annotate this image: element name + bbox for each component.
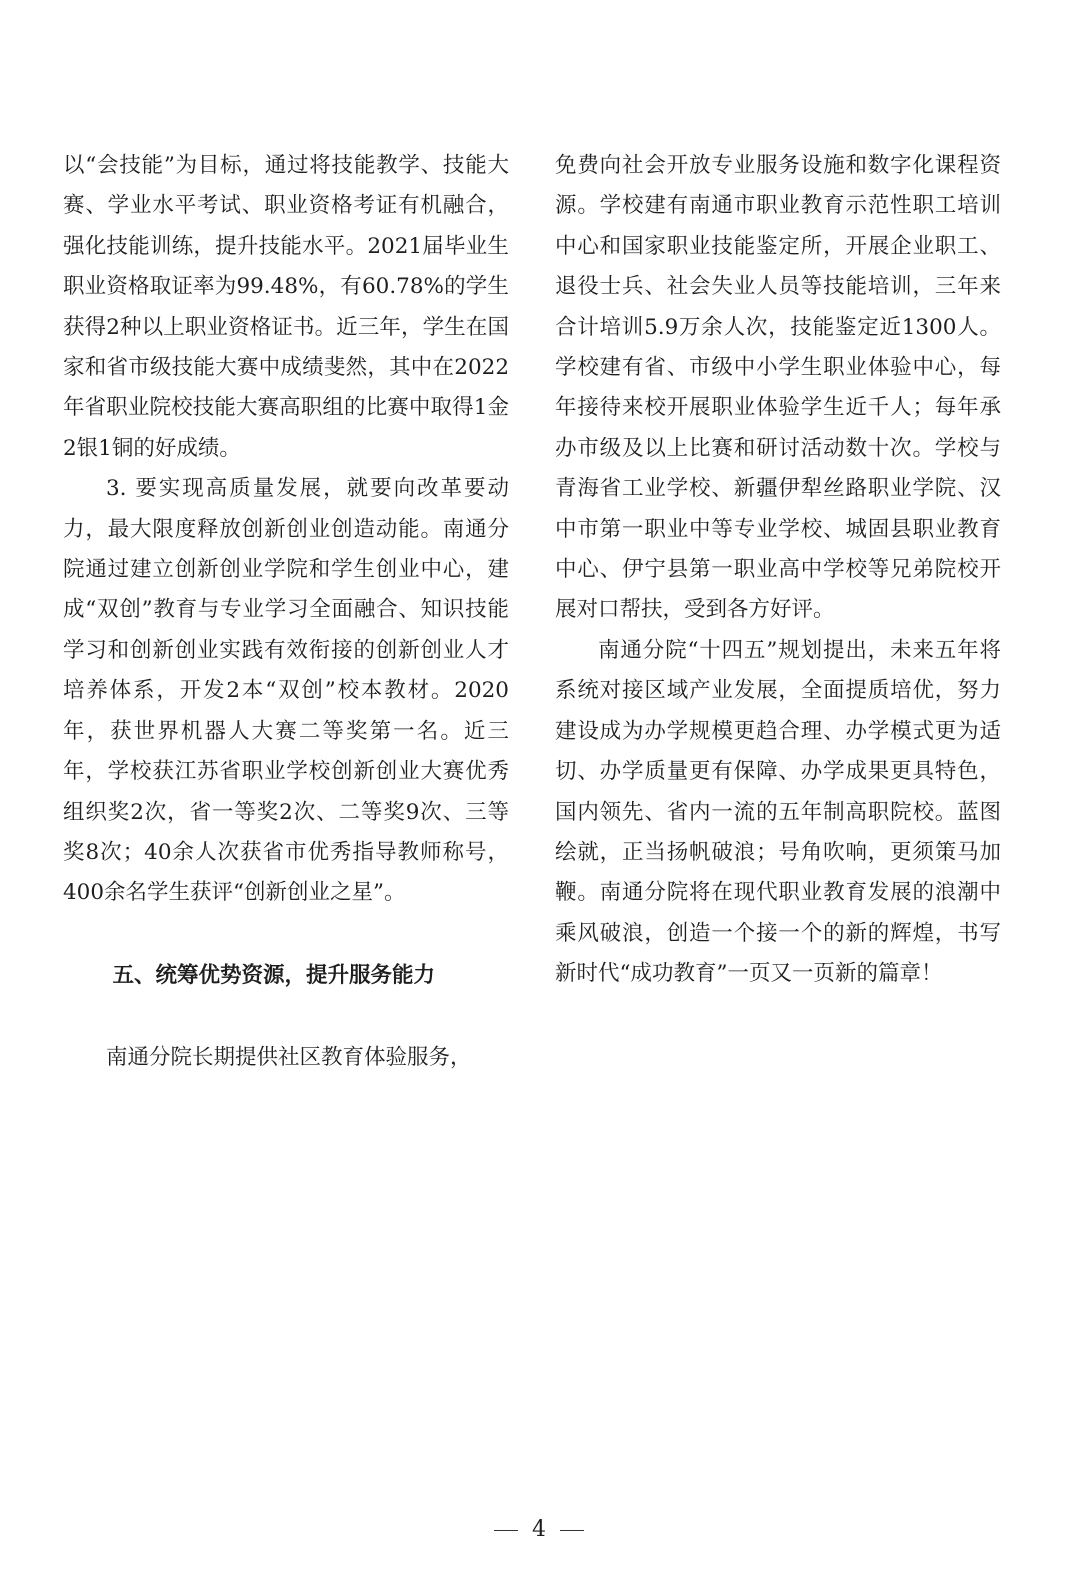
spacer (63, 996, 509, 1038)
paragraph-innovation-entrepreneurship: 3. 要实现高质量发展，就要向改革要动力，最大限度释放创新创业创造动能。南通分院通过建立创新创业学院和学生创业中心，建成“双创”教育与专业学习全面融合、知识技能学习和创新创业实践有效衔接的创新创业人才培养体系，开发2本“双创”校本教材。2020年，获世界机器人大赛二等奖第一名。近三年，学校获江苏省职业学校创新创业大赛优秀组织奖2次，省一等奖2次、二等奖9次、三等奖8次；40余人次获省市优秀指导教师称号，400余名学生获评“创新创业之星”。 (63, 476, 509, 906)
paragraph-community-service-continued: 免费向社会开放专业服务设施和数字化课程资源。学校建有南通市职业教育示范性职工培训中心和国家职业技能鉴定所，开展企业职工、退役士兵、社会失业人员等技能培训，三年来合计培训5.9万余人次，技能鉴定近1300人。学校建有省、市级中小学生职业体验中心，每年接待来校开展职业体验学生近千人；每年承办市级及以上比赛和研讨活动数十次。学校与青海省工业学校、新疆伊犁丝路职业学院、汉中市第一职业中等专业学校、城固县职业教育中心、伊宁县第一职业高中学校等兄弟院校开展对口帮扶，受到各方好评。 (555, 153, 1001, 623)
paragraph-five-year-plan: 南通分院“十四五”规划提出，未来五年将系统对接区域产业发展，全面提质培优，努力建设成为办学规模更趋合理、办学模式更为适切、办学质量更有保障、办学成果更具特色，国内领先、省内一流的五年制高职院校。蓝图绘就，正当扬帆破浪；号角吹响，更须策马加鞭。南通分院将在现代职业教育发展的浪潮中乘风破浪，创造一个接一个的新的辉煌，书写新时代“成功教育”一页又一页新的篇章！ (555, 637, 1001, 987)
footer-dash-left (494, 1530, 518, 1531)
left-column (63, 146, 509, 1079)
section-heading: 五、统筹优势资源，提升服务能力 (112, 962, 435, 988)
paragraph-skills-achievements: 以“会技能”为目标，通过将技能教学、技能大赛、学业水平考试、职业资格考证有机融合，强化技能训练，提升技能水平。2021届毕业生职业资格取证率为99.48%，有60.78%的学生获得2种以上职业资格证书。近三年，学生在国家和省市级技能大赛中成绩斐然，其中在2022年省职业院校技能大赛高职组的比赛中取得1金2银1铜的好成绩。 (63, 153, 509, 461)
spacer (63, 914, 509, 956)
right-column (555, 146, 1001, 995)
paragraph-community-service-start: 南通分院长期提供社区教育体验服务， (106, 1045, 472, 1071)
footer-dash-right (560, 1530, 584, 1531)
page-number: 4 (532, 1517, 546, 1542)
page-footer (0, 1515, 1078, 1545)
